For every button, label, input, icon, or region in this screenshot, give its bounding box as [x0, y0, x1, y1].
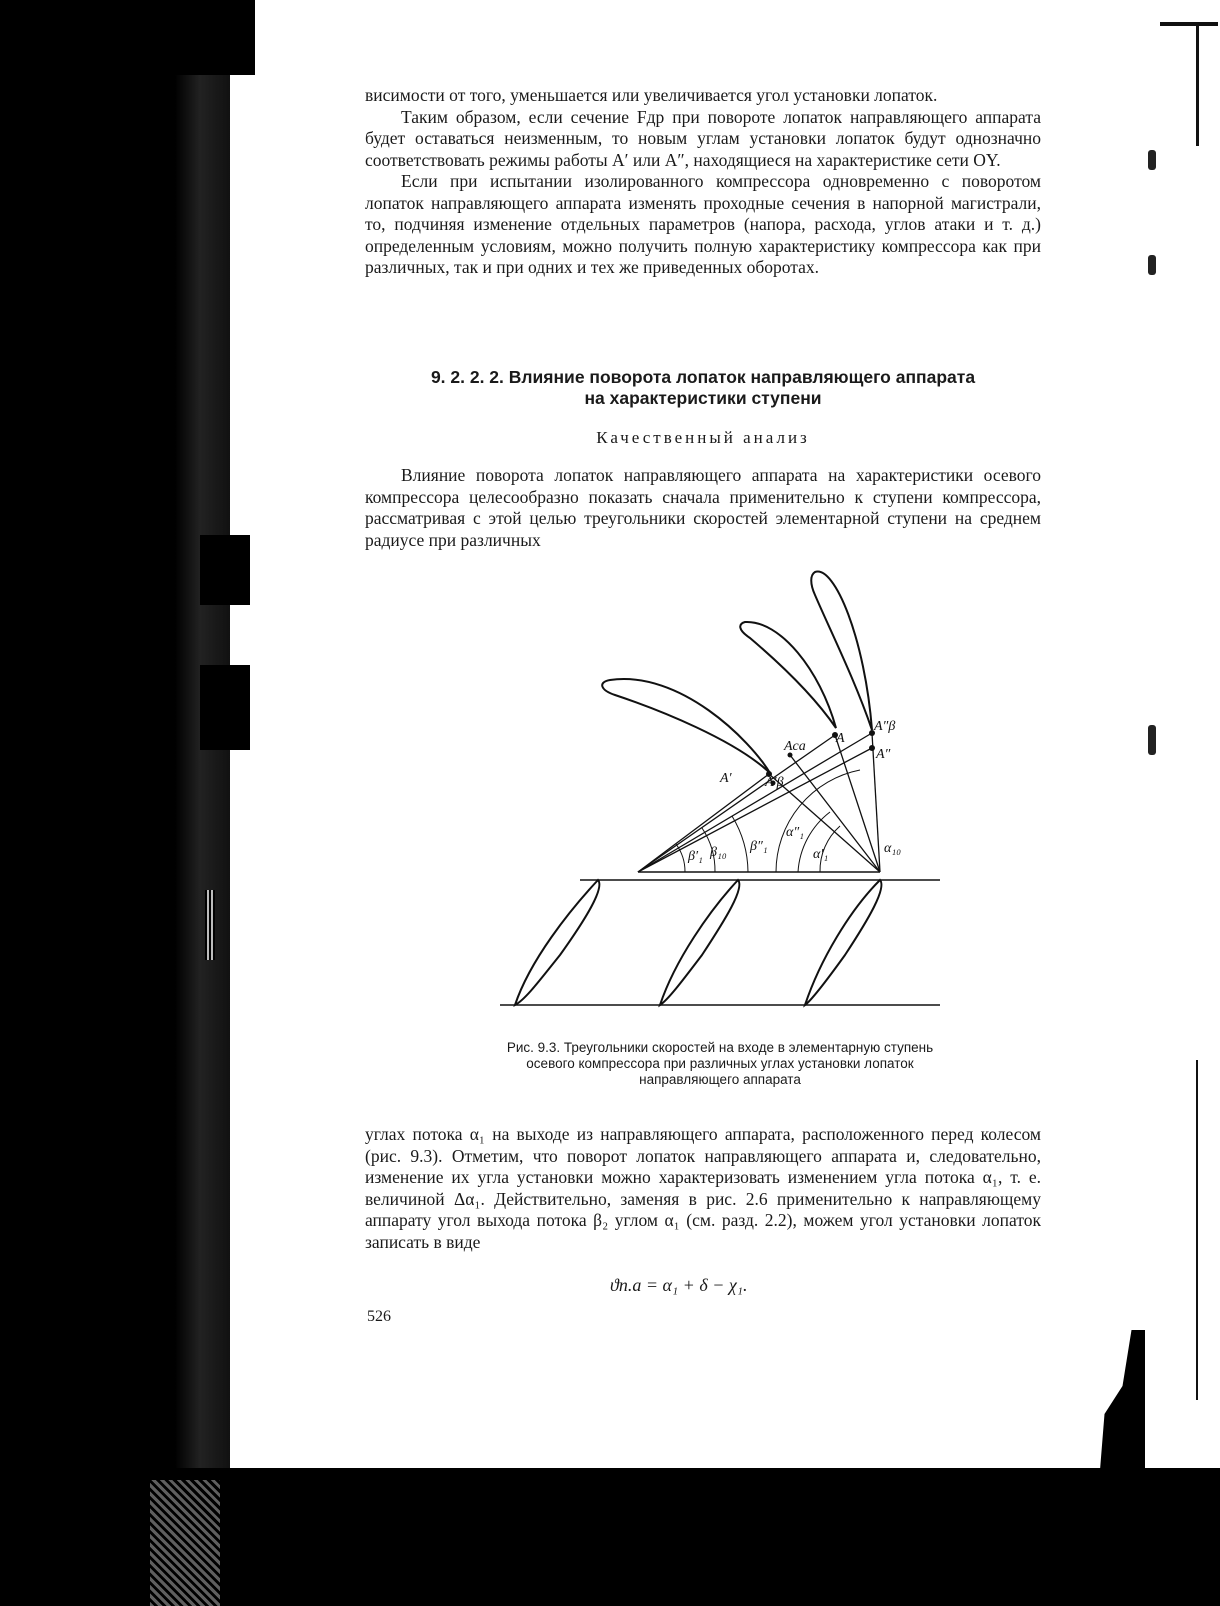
text-block-middle [365, 465, 1041, 551]
scan-shadow-left [0, 0, 230, 1606]
section-heading-line: 9. 2. 2. 2. Влияние поворота лопаток направляющего аппарата [430, 367, 976, 387]
subheading: Качественный анализ [596, 428, 810, 447]
paragraph: Таким образом, если сечение Fдр при повороте лопаток направляющего аппарата будет оставаться неизменным, то новым углам установки лопаток будут однозначно соответствовать режимы работы A′ или A″, находящиеся на характеристике сети OY. [365, 106, 1041, 170]
label-alpha10: α₁₀ [884, 841, 902, 856]
text-block-bottom [365, 1124, 1041, 1253]
label-alpha1-double: α″₁ [786, 825, 805, 840]
label-a-ca: Aca [784, 739, 806, 754]
velocity-triangle-figure [480, 560, 960, 1040]
label-a-beta-prime: A′β [765, 775, 784, 790]
section-heading-line: на характеристики ступени [584, 388, 822, 408]
label-beta10: β₁₀ [710, 845, 727, 860]
paragraph: Если при испытании изолированного компрессора одновременно с поворотом лопаток направляющего аппарата изменять проходные сечения в напорной магистрали, то, подчиняя изменение отдельных параметров (напора, расхода, углов атаки и т. д.) определенным условиям, можно получить полную характеристику компрессора как при различных, так и при одних и тех же приведенных оборотах. [365, 171, 1041, 277]
point-a-double [869, 745, 875, 751]
formula: ϑп.а = α₁ + δ − χ₁. [610, 1275, 748, 1295]
paragraph: висимости от того, уменьшается или увеличивается угол установки лопаток. [365, 85, 938, 105]
section-heading [365, 367, 1041, 409]
guide-vane-blade [602, 679, 770, 773]
scan-artifact [1196, 1060, 1198, 1400]
scan-artifact [1148, 150, 1156, 170]
rotor-blade [515, 880, 599, 1005]
guide-vane-blade [740, 622, 836, 728]
scan-artifact [1100, 1330, 1145, 1470]
scan-artifact [1196, 26, 1199, 146]
paragraph: Влияние поворота лопаток направляющего аппарата на характеристики осевого компрессора целесообразно показать сначала применительно к ступени компрессора, рассматривая с этой целью треугольники скоростей элементарной ступени на среднем радиусе при различных [365, 465, 1041, 550]
label-alpha1-prime: α′₁ [813, 847, 829, 862]
scan-artifact [1148, 255, 1156, 275]
angle-arc [732, 816, 748, 872]
label-beta1-double: β″₁ [750, 839, 768, 854]
paragraph: углах потока α₁ на выходе из направляющего аппарата, расположенного перед колесом (рис. 9.3). Отметим, что поворот лопаток направляющего аппарата и, следовательно, изменение их угла установки можно характеризовать изменением угла потока α₁, т. е. величиной Δα₁. Действительно, заменяя в рис. 2.6 применительно к направляющему аппарату угол выхода потока β₂ углом α₁ (см. разд. 2.2), можем угол установки лопаток записать в виде [365, 1124, 1041, 1252]
scan-artifact [1148, 725, 1156, 755]
label-a-prime: A′ [720, 771, 732, 786]
scan-artifact [205, 890, 215, 960]
rotor-blade [805, 880, 881, 1005]
label-beta1-prime: β′₁ [688, 849, 703, 864]
scan-artifact [150, 1480, 220, 1606]
label-a-double: A″ [876, 747, 891, 762]
scan-artifact [1160, 22, 1218, 26]
text-block-top [365, 85, 1041, 279]
velocity-vector [790, 755, 880, 872]
rotor-blade [660, 880, 739, 1005]
scan-shadow-top [175, 0, 255, 75]
velocity-vector [638, 774, 769, 872]
figure-caption: Рис. 9.3. Треугольники скоростей на входе в элементарную ступень осевого компрессора при различных углах установки лопаток направляющего аппарата [506, 1040, 934, 1087]
angle-arc [798, 812, 830, 872]
velocity-vector [638, 735, 835, 872]
page-number: 526 [367, 1308, 391, 1325]
label-a-double-beta: A″β [874, 719, 896, 734]
scan-artifact [200, 535, 250, 605]
scan-artifact [200, 665, 250, 750]
label-a: A [836, 731, 845, 746]
